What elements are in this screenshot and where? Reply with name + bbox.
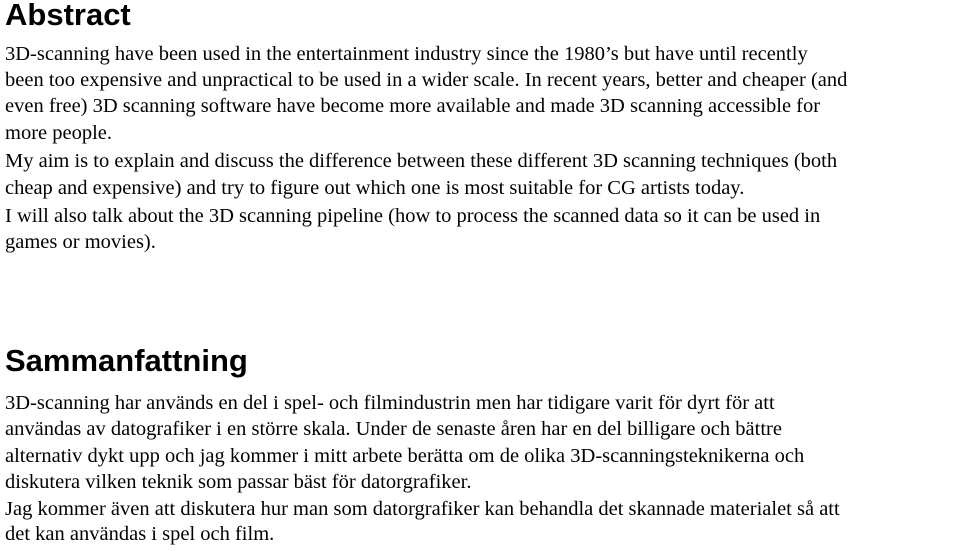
sammanfattning-line: Jag kommer även att diskutera hur man som datorgrafiker kan behandla det skannade materialet så att bbox=[5, 498, 840, 520]
abstract-line: cheap and expensive) and try to figure out which one is most suitable for CG artists today. bbox=[5, 177, 745, 199]
abstract-heading: Abstract bbox=[5, 0, 131, 32]
sammanfattning-line: användas av datografiker i en större skala. Under de senaste åren har en del billigare och bättre bbox=[5, 418, 782, 440]
abstract-line: been too expensive and unpractical to be used in a wider scale. In recent years, better and cheaper (and bbox=[5, 69, 848, 91]
sammanfattning-line: diskutera vilken teknik som passar bäst för datorgrafiker. bbox=[5, 471, 472, 493]
abstract-line: more people. bbox=[5, 122, 113, 144]
abstract-line: games or movies). bbox=[5, 231, 156, 253]
abstract-line: 3D-scanning have been used in the entertainment industry since the 1980’s but have until recently bbox=[5, 43, 808, 65]
abstract-line: even free) 3D scanning software have become more available and made 3D scanning accessible for bbox=[5, 95, 821, 117]
abstract-line: I will also talk about the 3D scanning pipeline (how to process the scanned data so it can be used in bbox=[5, 205, 821, 227]
sammanfattning-line: 3D-scanning har används en del i spel- och filmindustrin men har tidigare varit för dyrt för att bbox=[5, 392, 775, 414]
sammanfattning-line: alternativ dykt upp och jag kommer i mitt arbete berätta om de olika 3D-scanningsteknikerna och bbox=[5, 445, 805, 467]
sammanfattning-heading: Sammanfattning bbox=[5, 343, 248, 378]
sammanfattning-line: det kan användas i spel och film. bbox=[5, 523, 275, 545]
abstract-line: My aim is to explain and discuss the difference between these different 3D scanning techniques (both bbox=[5, 150, 838, 172]
